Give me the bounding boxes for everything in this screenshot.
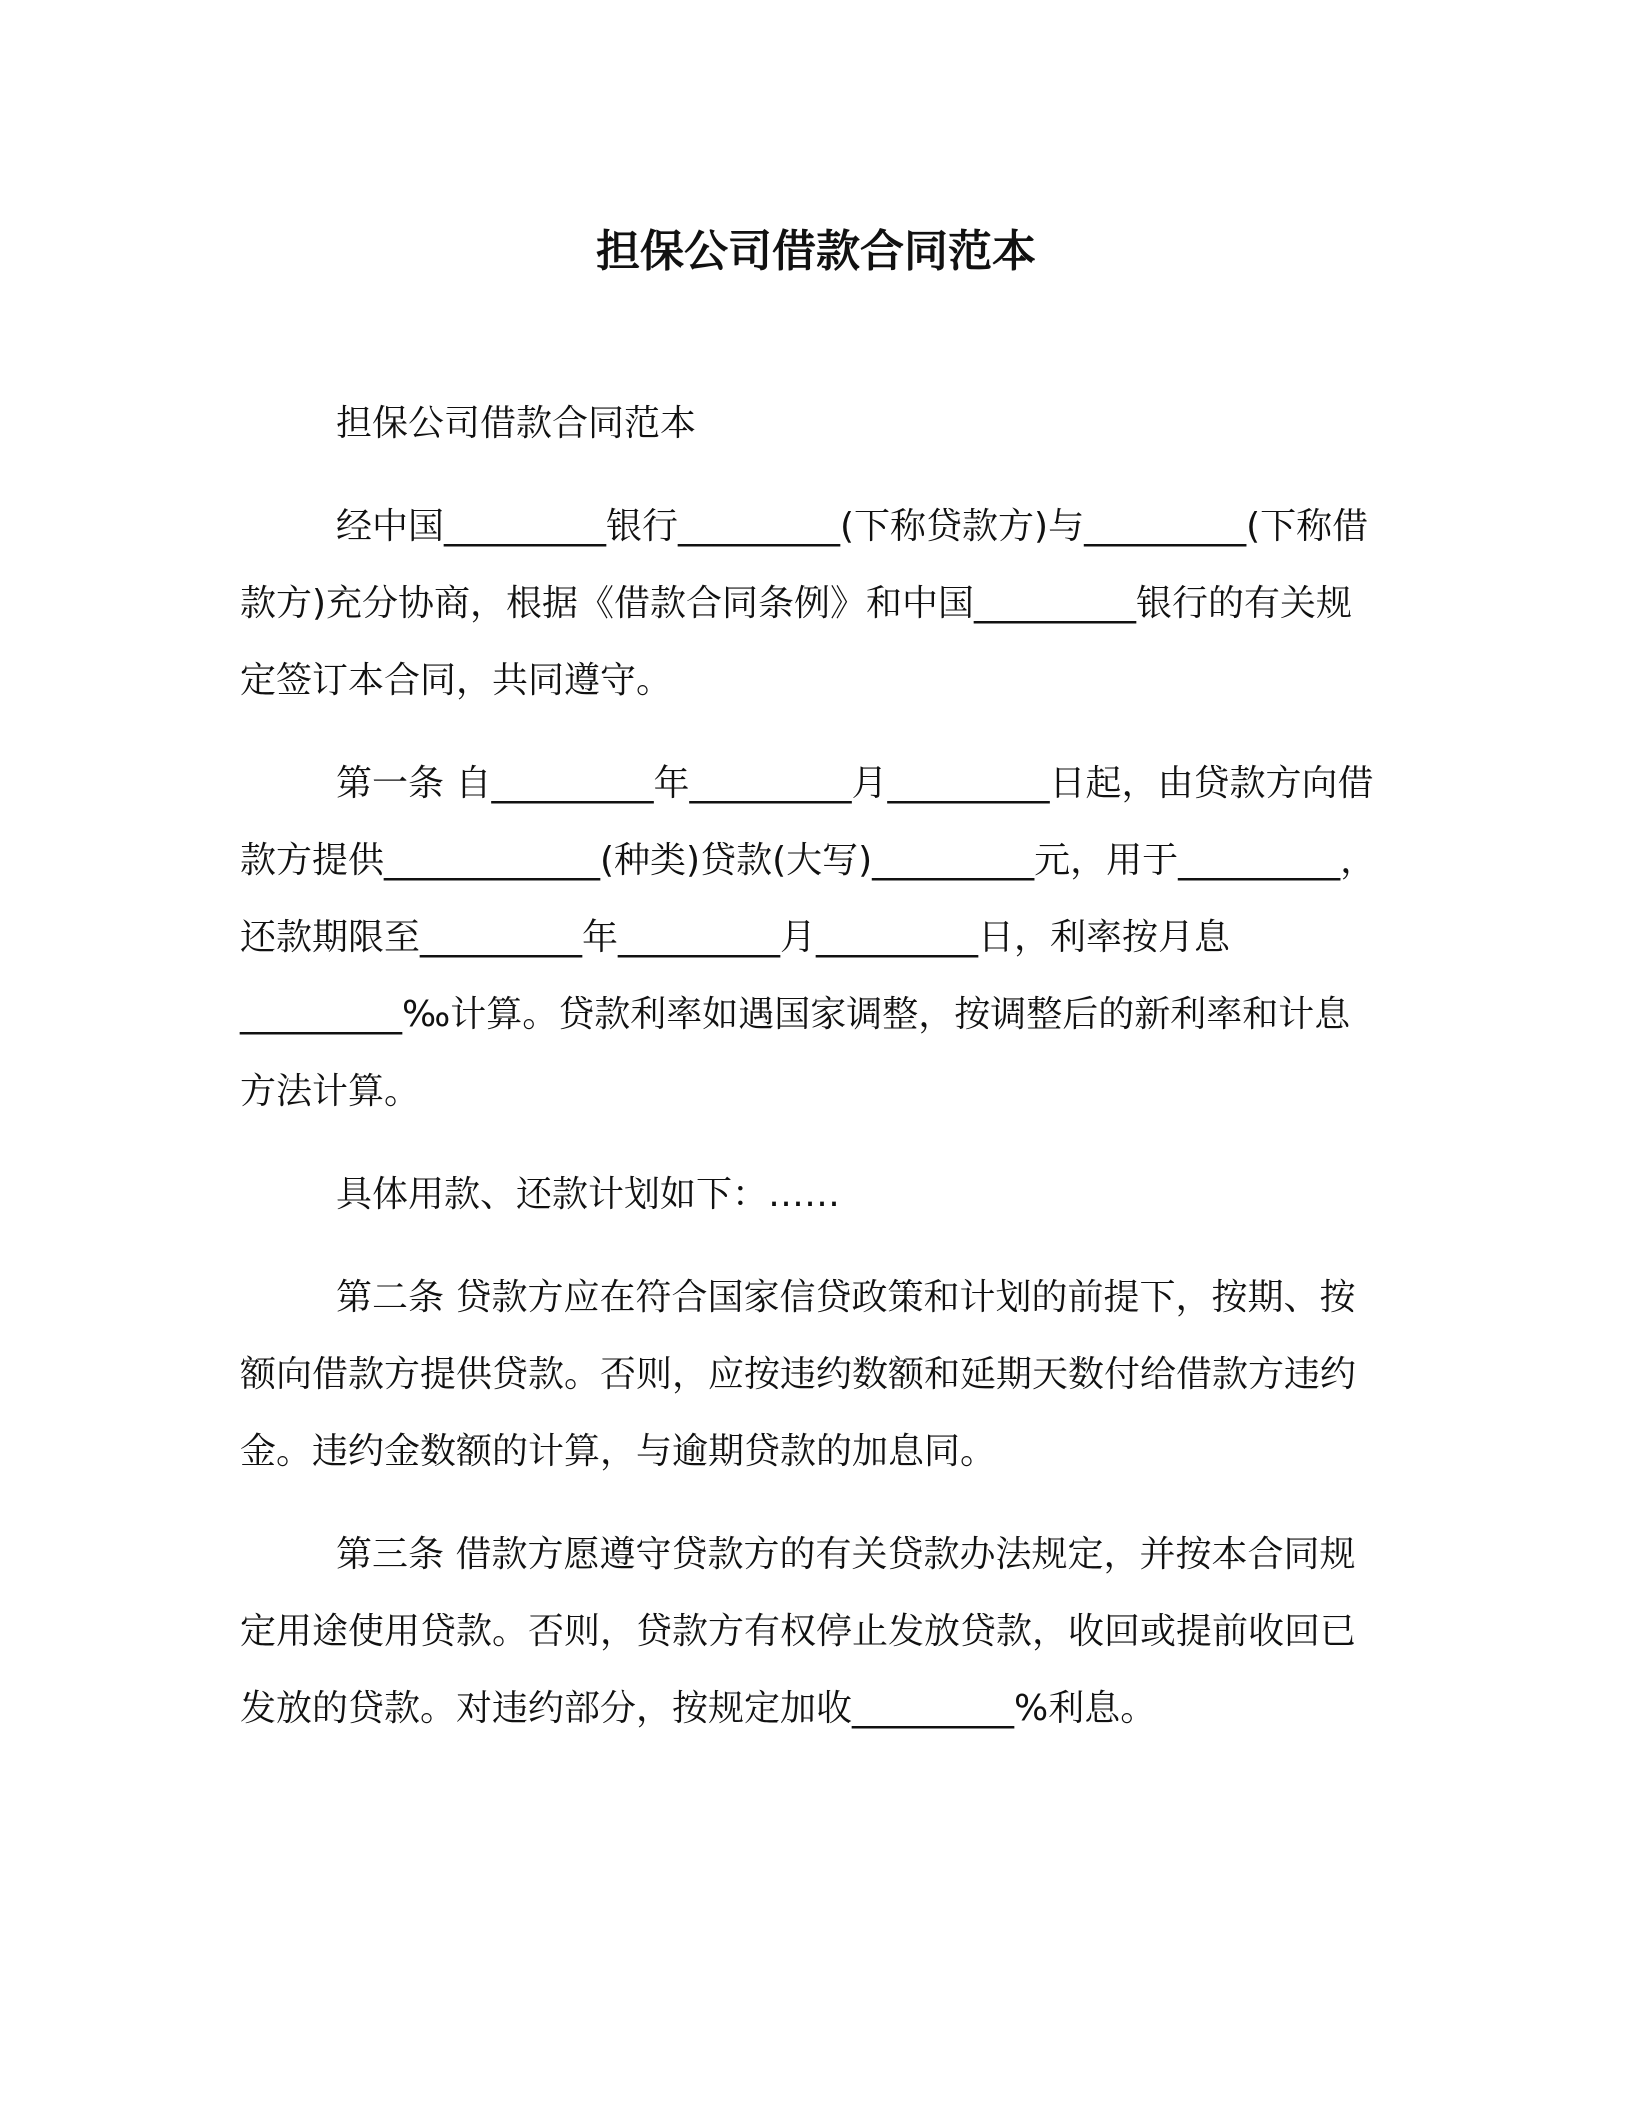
document-title: 担保公司借款合同范本 — [596, 226, 1036, 277]
article-2-paragraph: 第二条 贷款方应在符合国家信贷政策和计划的前提下，按期、按额向借款方提供贷款。否则，应按违约数额和延期天数付给借款方违约金。违约金数额的计算，与逾期贷款的加息同。 — [240, 1277, 1357, 1472]
document-body — [240, 385, 1380, 1773]
article-1-paragraph: 第一条 自_________年_________月_________日起，由贷款方向借款方提供____________(种类)贷款(大写)_________元，用于_________，还款期限至_________年_________月_________日，利率按月息_________‰计算。贷款利率如遇国家调整，按调整后的新利率和计息方法计算。 — [240, 763, 1377, 1112]
preamble-paragraph: 经中国_________银行_________(下称贷款方)与_________(下称借款方)充分协商，根据《借款合同条例》和中国_________银行的有关规定签订本合同，共同遵守。 — [240, 506, 1369, 701]
document-subtitle: 担保公司借款合同范本 — [336, 403, 697, 444]
repayment-plan-paragraph: 具体用款、还款计划如下：…… — [336, 1174, 841, 1215]
article-3-paragraph: 第三条 借款方愿遵守贷款方的有关贷款办法规定，并按本合同规定用途使用贷款。否则，贷款方有权停止发放贷款，收回或提前收回已发放的贷款。对违约部分，按规定加收_________%利息。 — [240, 1534, 1357, 1729]
